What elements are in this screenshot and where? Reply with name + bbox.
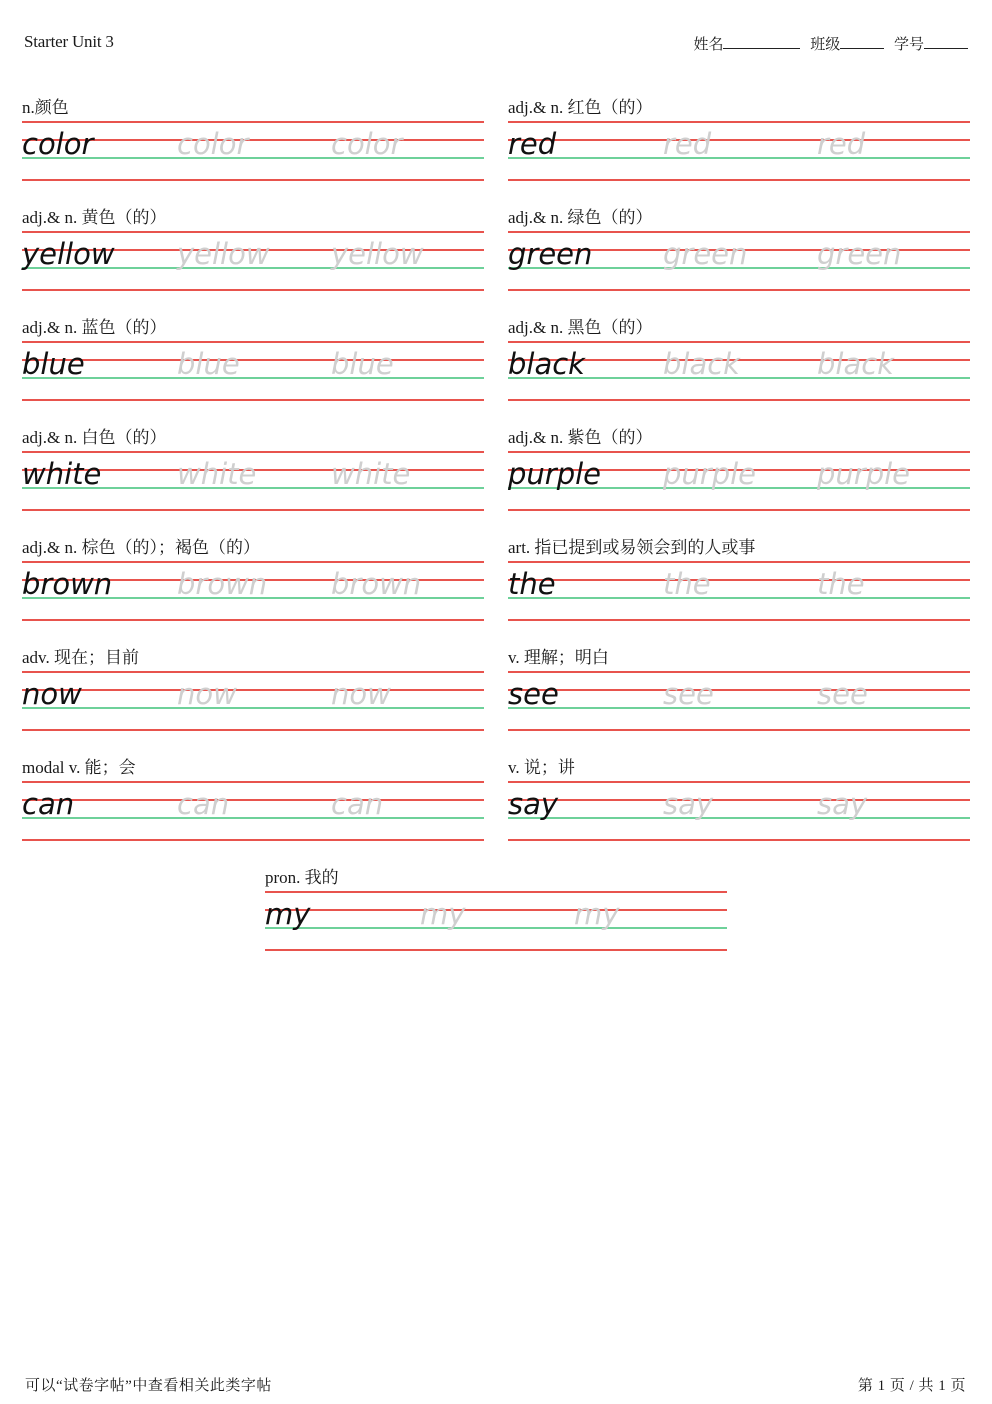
rule-line [22, 179, 484, 181]
trace-word: can [331, 787, 384, 821]
number-label: 学号 [893, 37, 924, 53]
page-number: 第 1 页 / 共 1 页 [857, 1378, 966, 1394]
trace-word: see [663, 677, 714, 711]
rule-line [508, 341, 970, 343]
trace-word: purple [663, 457, 757, 491]
trace-word: say [817, 787, 868, 821]
entry-meaning: pron. 我的 [265, 868, 339, 887]
rule-line [22, 509, 484, 511]
model-word: see [508, 677, 559, 711]
rule-line [508, 781, 970, 783]
trace-word: black [663, 347, 740, 381]
footer-note: 可以“试卷字帖”中查看相关此类字帖 [25, 1378, 272, 1394]
model-word: red [508, 127, 557, 161]
vocab-entry-white [22, 429, 484, 514]
class-label: 班级 [810, 37, 841, 53]
model-word: can [22, 787, 75, 821]
trace-word: my [420, 897, 466, 931]
rule-line [22, 729, 484, 731]
model-word: black [508, 347, 585, 381]
name-blank[interactable] [723, 33, 800, 49]
rule-line [508, 121, 970, 123]
trace-word: red [663, 127, 712, 161]
rule-line [22, 451, 484, 453]
trace-word: brown [331, 567, 422, 601]
vocab-entry-my [265, 869, 727, 954]
vocab-entry-black [508, 319, 970, 404]
entry-meaning: adj.& n. 红色（的） [508, 98, 653, 117]
vocab-entry-brown [22, 539, 484, 624]
trace-word: my [574, 897, 620, 931]
trace-word: white [177, 457, 257, 491]
trace-word: the [817, 567, 865, 601]
model-word: brown [22, 567, 113, 601]
rule-line [508, 231, 970, 233]
vocab-entry-purple [508, 429, 970, 514]
trace-word: green [817, 237, 902, 271]
trace-word: brown [177, 567, 268, 601]
entry-meaning: v. 理解；明白 [508, 648, 609, 667]
trace-word: now [331, 677, 391, 711]
trace-word: red [817, 127, 866, 161]
entry-meaning: adv. 现在；目前 [22, 648, 139, 667]
entry-meaning: adj.& n. 白色（的） [22, 428, 167, 447]
rule-line [508, 839, 970, 841]
vocab-entry-red [508, 99, 970, 184]
entry-meaning: adj.& n. 紫色（的） [508, 428, 653, 447]
trace-word: white [331, 457, 411, 491]
rule-line [22, 289, 484, 291]
class-blank[interactable] [840, 33, 884, 49]
page-title: Starter Unit 3 [24, 32, 114, 51]
model-word: green [508, 237, 593, 271]
trace-word: color [177, 127, 249, 161]
rule-line [22, 231, 484, 233]
trace-word: now [177, 677, 237, 711]
vocab-entry-color [22, 99, 484, 184]
trace-word: say [663, 787, 714, 821]
trace-word: color [331, 127, 403, 161]
vocab-entry-green [508, 209, 970, 294]
rule-line [508, 509, 970, 511]
vocab-entry-see [508, 649, 970, 734]
rule-line [22, 619, 484, 621]
entry-meaning: adj.& n. 绿色（的） [508, 208, 653, 227]
model-word: color [22, 127, 94, 161]
entry-meaning: adj.& n. 棕色（的）；褐色（的） [22, 538, 260, 557]
rule-line [508, 671, 970, 673]
rule-line [508, 179, 970, 181]
rule-line [508, 561, 970, 563]
rule-line [22, 671, 484, 673]
rule-line [22, 561, 484, 563]
model-word: blue [22, 347, 85, 381]
model-word: yellow [22, 237, 115, 271]
trace-word: can [177, 787, 230, 821]
rule-line [22, 341, 484, 343]
rule-line [508, 399, 970, 401]
vocab-entry-now [22, 649, 484, 734]
model-word: purple [508, 457, 602, 491]
trace-word: yellow [177, 237, 270, 271]
entry-meaning: modal v. 能；会 [22, 758, 136, 777]
trace-word: black [817, 347, 894, 381]
model-word: now [22, 677, 82, 711]
trace-word: purple [817, 457, 911, 491]
student-info [693, 33, 968, 54]
trace-word: blue [177, 347, 240, 381]
vocab-entry-say [508, 759, 970, 844]
trace-word: green [663, 237, 748, 271]
number-blank[interactable] [924, 33, 968, 49]
trace-word: yellow [331, 237, 424, 271]
rule-line [22, 121, 484, 123]
model-word: my [265, 897, 311, 931]
trace-word: the [663, 567, 711, 601]
trace-word: see [817, 677, 868, 711]
entry-meaning: adj.& n. 黄色（的） [22, 208, 167, 227]
rule-line [508, 451, 970, 453]
vocab-entry-the [508, 539, 970, 624]
name-label: 姓名 [693, 37, 724, 53]
entry-meaning: v. 说；讲 [508, 758, 575, 777]
rule-line [265, 891, 727, 893]
vocab-entry-yellow [22, 209, 484, 294]
rule-line [22, 781, 484, 783]
vocab-entry-blue [22, 319, 484, 404]
rule-line [265, 949, 727, 951]
model-word: say [508, 787, 559, 821]
entry-meaning: n.颜色 [22, 98, 69, 117]
model-word: white [22, 457, 102, 491]
rule-line [508, 729, 970, 731]
rule-line [508, 289, 970, 291]
rule-line [22, 399, 484, 401]
trace-word: blue [331, 347, 394, 381]
vocab-entry-can [22, 759, 484, 844]
model-word: the [508, 567, 556, 601]
rule-line [508, 619, 970, 621]
entry-meaning: adj.& n. 蓝色（的） [22, 318, 167, 337]
rule-line [22, 839, 484, 841]
entry-meaning: adj.& n. 黑色（的） [508, 318, 653, 337]
entry-meaning: art. 指已提到或易领会到的人或事 [508, 538, 756, 557]
